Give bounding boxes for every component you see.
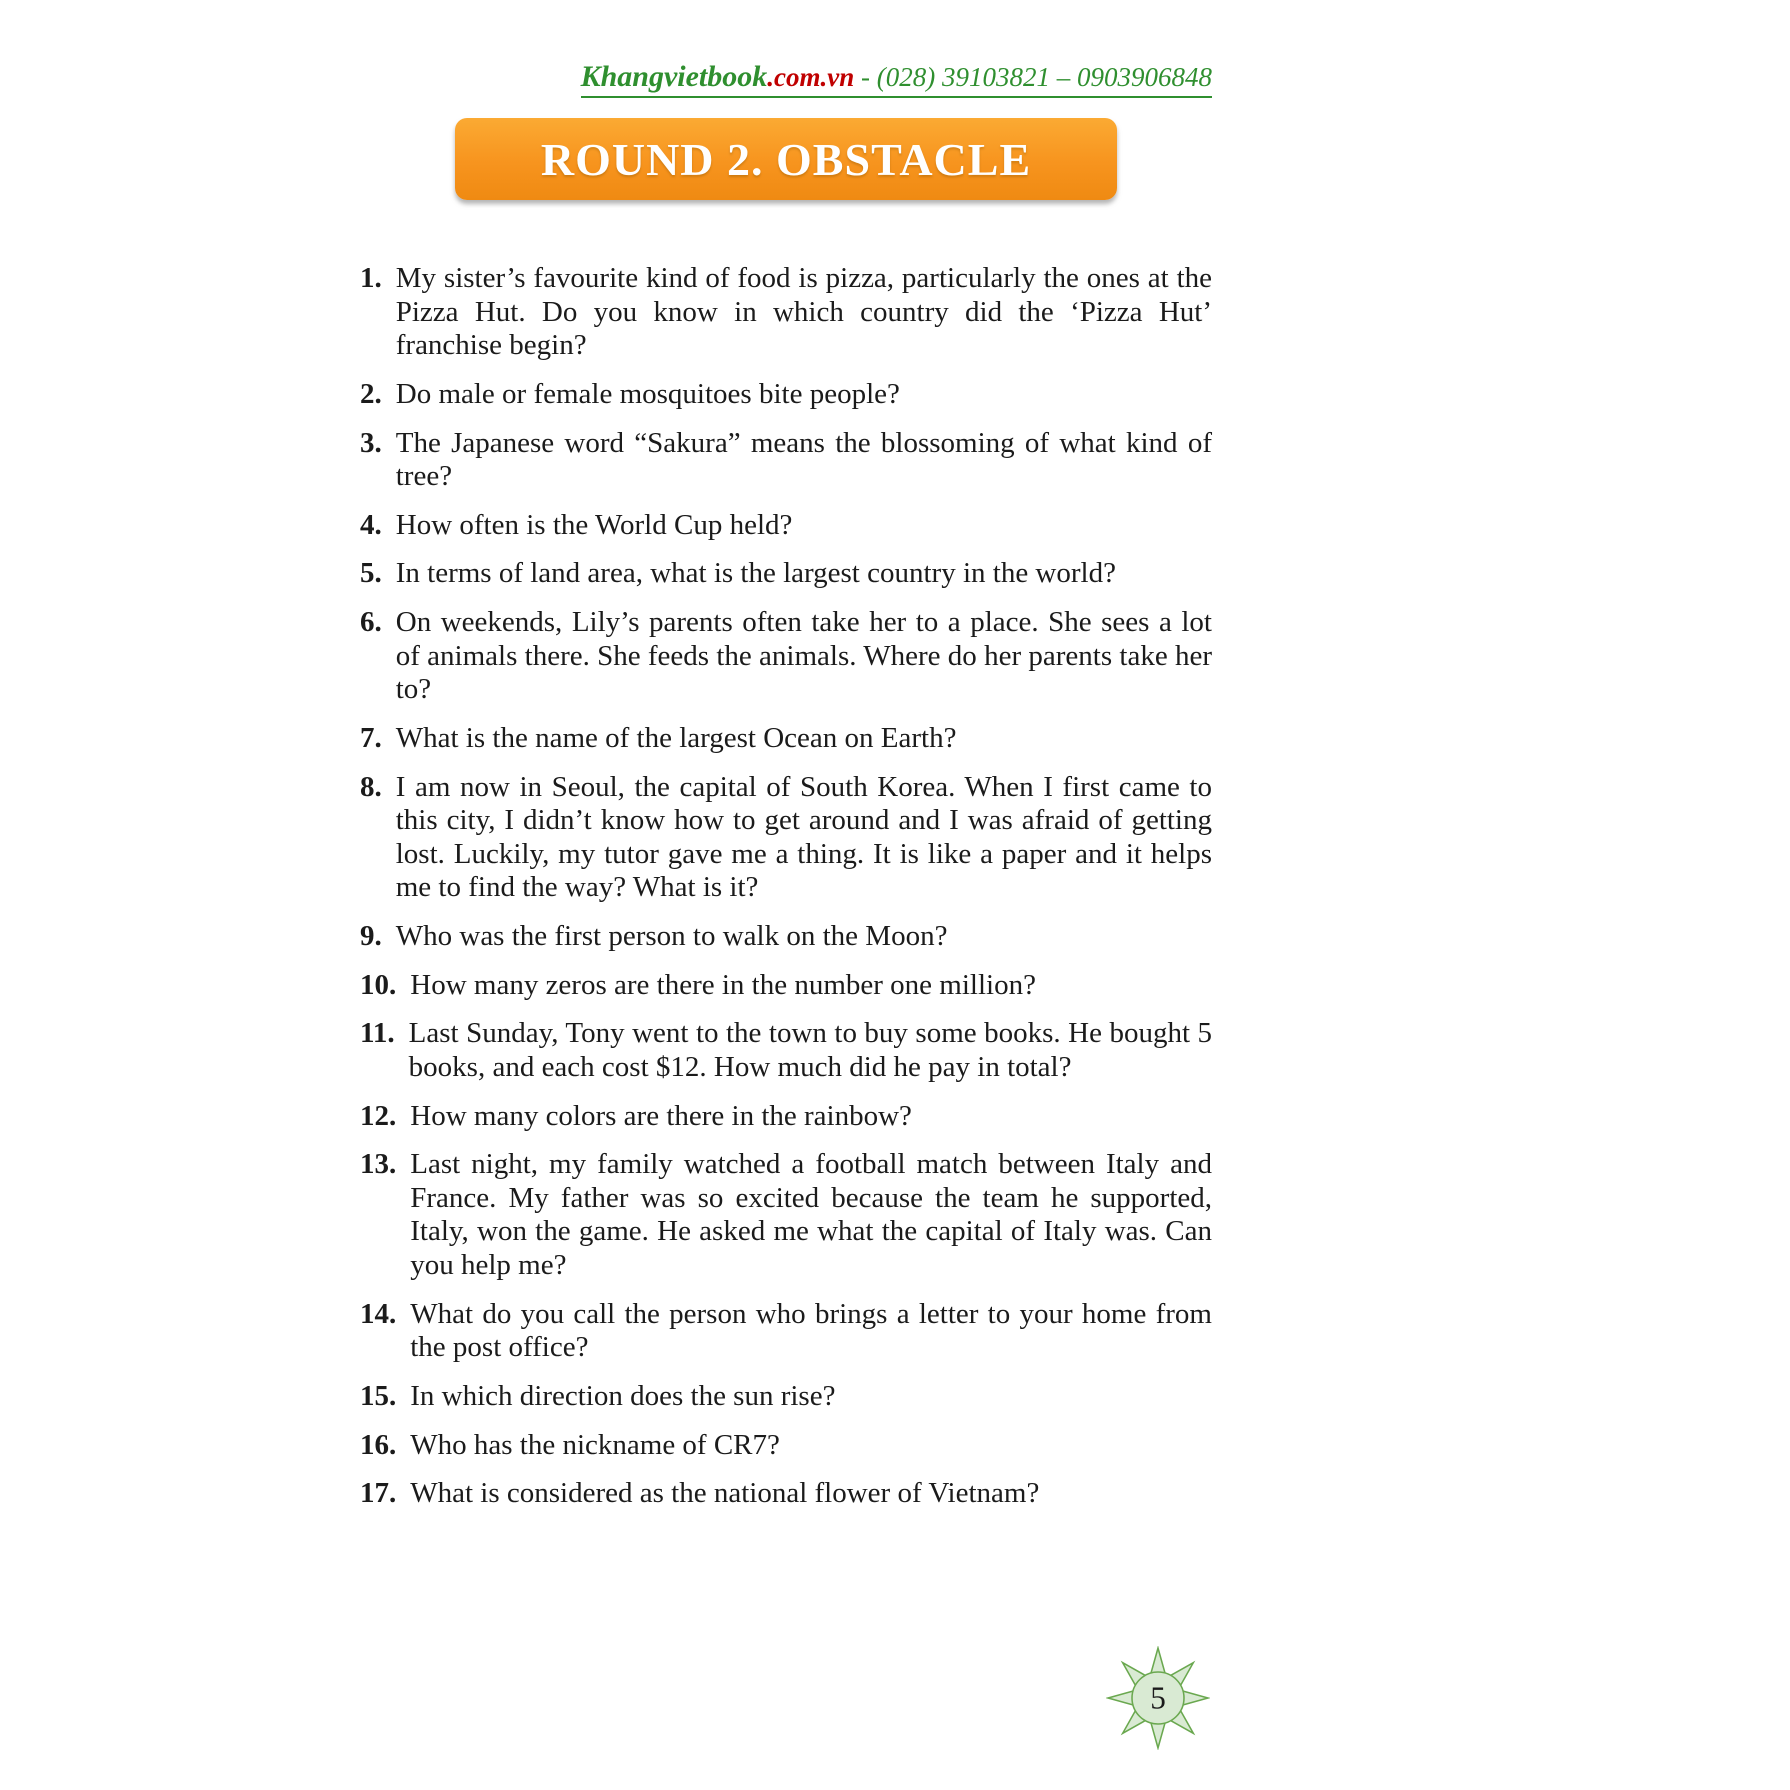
question-number: 14. <box>360 1297 397 1330</box>
sun-icon <box>1106 1646 1210 1750</box>
question-item <box>360 1380 1212 1414</box>
question-item <box>360 262 1212 363</box>
question-text: How often is the World Cup held? <box>395 508 793 541</box>
content-column <box>360 0 1212 1526</box>
question-item <box>360 509 1212 543</box>
question-item <box>360 771 1212 906</box>
question-number: 11. <box>360 1017 395 1050</box>
question-number: 4. <box>360 508 382 541</box>
question-text: What is considered as the national flower of Vietnam? <box>410 1477 1040 1510</box>
round-title: ROUND 2. OBSTACLE <box>540 133 1032 185</box>
question-text: How many zeros are there in the number one million? <box>410 968 1036 1001</box>
question-item <box>360 1429 1212 1463</box>
question-text: Last Sunday, Tony went to the town to buy some books. He bought 5 books, and each cost $12. How much did he pay in total? <box>408 1017 1212 1083</box>
question-text: How many colors are there in the rainbow? <box>410 1099 912 1132</box>
question-text: Who was the first person to walk on the Moon? <box>395 920 948 952</box>
question-text: In which direction does the sun rise? <box>410 1379 836 1412</box>
question-number: 17. <box>360 1477 397 1510</box>
question-item <box>360 1148 1212 1283</box>
question-item <box>360 606 1212 707</box>
question-number: 6. <box>360 606 382 638</box>
question-list <box>360 262 1212 1511</box>
header-underline <box>581 60 1212 98</box>
publisher-contact: - (028) 39103821 – 0903906848 <box>854 62 1212 92</box>
question-number: 3. <box>360 426 382 459</box>
publisher-name: Khangvietbook <box>580 60 768 93</box>
question-text: In terms of land area, what is the largest country in the world? <box>395 557 1116 590</box>
question-item <box>360 427 1212 494</box>
question-item <box>360 1298 1212 1365</box>
question-text: What is the name of the largest Ocean on Earth? <box>395 721 957 754</box>
page-header <box>360 60 1212 98</box>
question-number: 16. <box>360 1428 397 1461</box>
question-number: 8. <box>360 770 382 803</box>
question-number: 9. <box>360 920 382 952</box>
question-text: What do you call the person who brings a letter to your home from the post office? <box>410 1297 1212 1364</box>
publisher-domain: .com.vn <box>767 62 855 92</box>
question-text: On weekends, Lily’s parents often take her to a place. She sees a lot of animals there. She feeds the animals. Where do her parents take her to? <box>395 606 1212 706</box>
question-number: 5. <box>360 557 382 590</box>
question-item <box>360 378 1212 412</box>
question-text: Last night, my family watched a football match between Italy and France. My father was so excited because the team he supported, Italy, won the game. He asked me what the capital of Italy was. Can you help me? <box>410 1148 1212 1281</box>
question-number: 13. <box>360 1148 397 1181</box>
page-number: 5 <box>1150 1680 1166 1716</box>
question-number: 12. <box>360 1099 397 1132</box>
question-number: 10. <box>360 968 397 1001</box>
question-text: My sister’s favourite kind of food is pizza, particularly the ones at the Pizza Hut. Do you know in which country did the ‘Pizza Hut’ franchise begin? <box>395 262 1212 362</box>
question-item <box>360 557 1212 591</box>
round-banner <box>455 118 1117 200</box>
question-text: Who has the nickname of CR7? <box>410 1428 780 1461</box>
question-item <box>360 1477 1212 1511</box>
question-number: 15. <box>360 1379 397 1412</box>
question-number: 7. <box>360 721 382 754</box>
question-number: 2. <box>360 377 382 410</box>
question-text: Do male or female mosquitoes bite people? <box>395 377 900 410</box>
question-item <box>360 969 1212 1003</box>
page-number-sun <box>1106 1646 1210 1750</box>
question-text: I am now in Seoul, the capital of South Korea. When I first came to this city, I didn’t know how to get around and I was afraid of getting lost. Luckily, my tutor gave me a thing. It is like a paper and it helps me to find the way? What is it? <box>395 770 1212 904</box>
question-item <box>360 722 1212 756</box>
question-item <box>360 920 1212 954</box>
question-item <box>360 1017 1212 1084</box>
question-item <box>360 1100 1212 1134</box>
question-number: 1. <box>360 262 382 294</box>
question-text: The Japanese word “Sakura” means the blossoming of what kind of tree? <box>395 426 1212 493</box>
